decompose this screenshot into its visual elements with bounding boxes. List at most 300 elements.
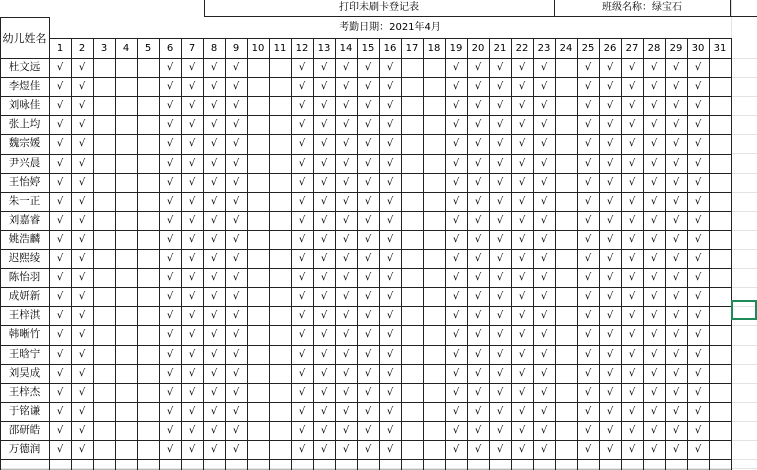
check-mark[interactable]: √ bbox=[518, 80, 526, 92]
check-mark[interactable]: √ bbox=[518, 328, 526, 340]
check-mark[interactable]: √ bbox=[672, 424, 680, 436]
check-mark[interactable]: √ bbox=[386, 367, 394, 379]
check-mark[interactable]: √ bbox=[56, 233, 64, 245]
check-mark[interactable]: √ bbox=[166, 99, 174, 111]
check-mark[interactable]: √ bbox=[56, 443, 64, 455]
check-mark[interactable]: √ bbox=[694, 195, 702, 207]
check-mark[interactable]: √ bbox=[474, 386, 482, 398]
check-mark[interactable]: √ bbox=[166, 443, 174, 455]
check-mark[interactable]: √ bbox=[540, 99, 548, 111]
check-mark[interactable]: √ bbox=[320, 443, 328, 455]
check-mark[interactable]: √ bbox=[210, 61, 218, 73]
check-mark[interactable]: √ bbox=[540, 214, 548, 226]
check-mark[interactable]: √ bbox=[56, 348, 64, 360]
check-mark[interactable]: √ bbox=[518, 424, 526, 436]
check-mark[interactable]: √ bbox=[298, 252, 306, 264]
check-mark[interactable]: √ bbox=[364, 348, 372, 360]
check-mark[interactable]: √ bbox=[672, 309, 680, 321]
child-name[interactable]: 刘嘉睿 bbox=[8, 214, 41, 227]
check-mark[interactable]: √ bbox=[496, 61, 504, 73]
check-mark[interactable]: √ bbox=[342, 348, 350, 360]
child-name[interactable]: 姚浩麟 bbox=[8, 233, 41, 246]
check-mark[interactable]: √ bbox=[452, 309, 460, 321]
check-mark[interactable]: √ bbox=[452, 195, 460, 207]
check-mark[interactable]: √ bbox=[650, 271, 658, 283]
check-mark[interactable]: √ bbox=[452, 443, 460, 455]
check-mark[interactable]: √ bbox=[386, 61, 394, 73]
check-mark[interactable]: √ bbox=[474, 176, 482, 188]
check-mark[interactable]: √ bbox=[78, 405, 86, 417]
check-mark[interactable]: √ bbox=[518, 214, 526, 226]
check-mark[interactable]: √ bbox=[210, 137, 218, 149]
check-mark[interactable]: √ bbox=[584, 61, 592, 73]
check-mark[interactable]: √ bbox=[78, 157, 86, 169]
check-mark[interactable]: √ bbox=[166, 233, 174, 245]
check-mark[interactable]: √ bbox=[364, 80, 372, 92]
check-mark[interactable]: √ bbox=[232, 290, 240, 302]
check-mark[interactable]: √ bbox=[188, 118, 196, 130]
check-mark[interactable]: √ bbox=[232, 157, 240, 169]
check-mark[interactable]: √ bbox=[320, 214, 328, 226]
check-mark[interactable]: √ bbox=[628, 80, 636, 92]
check-mark[interactable]: √ bbox=[694, 348, 702, 360]
check-mark[interactable]: √ bbox=[584, 80, 592, 92]
check-mark[interactable]: √ bbox=[474, 252, 482, 264]
check-mark[interactable]: √ bbox=[474, 214, 482, 226]
child-name[interactable]: 刘昊成 bbox=[8, 367, 41, 380]
check-mark[interactable]: √ bbox=[628, 157, 636, 169]
check-mark[interactable]: √ bbox=[584, 367, 592, 379]
check-mark[interactable]: √ bbox=[650, 309, 658, 321]
selected-cell[interactable] bbox=[731, 300, 757, 320]
check-mark[interactable]: √ bbox=[606, 61, 614, 73]
check-mark[interactable]: √ bbox=[232, 61, 240, 73]
check-mark[interactable]: √ bbox=[210, 309, 218, 321]
check-mark[interactable]: √ bbox=[210, 233, 218, 245]
check-mark[interactable]: √ bbox=[232, 80, 240, 92]
check-mark[interactable]: √ bbox=[166, 176, 174, 188]
check-mark[interactable]: √ bbox=[584, 443, 592, 455]
check-mark[interactable]: √ bbox=[232, 328, 240, 340]
check-mark[interactable]: √ bbox=[584, 386, 592, 398]
check-mark[interactable]: √ bbox=[232, 405, 240, 417]
check-mark[interactable]: √ bbox=[386, 195, 394, 207]
check-mark[interactable]: √ bbox=[474, 80, 482, 92]
check-mark[interactable]: √ bbox=[452, 271, 460, 283]
check-mark[interactable]: √ bbox=[496, 80, 504, 92]
check-mark[interactable]: √ bbox=[650, 290, 658, 302]
check-mark[interactable]: √ bbox=[650, 424, 658, 436]
check-mark[interactable]: √ bbox=[364, 157, 372, 169]
check-mark[interactable]: √ bbox=[364, 252, 372, 264]
check-mark[interactable]: √ bbox=[78, 386, 86, 398]
check-mark[interactable]: √ bbox=[320, 424, 328, 436]
check-mark[interactable]: √ bbox=[694, 80, 702, 92]
check-mark[interactable]: √ bbox=[694, 99, 702, 111]
check-mark[interactable]: √ bbox=[518, 137, 526, 149]
check-mark[interactable]: √ bbox=[56, 176, 64, 188]
check-mark[interactable]: √ bbox=[298, 386, 306, 398]
check-mark[interactable]: √ bbox=[78, 233, 86, 245]
check-mark[interactable]: √ bbox=[584, 157, 592, 169]
check-mark[interactable]: √ bbox=[364, 443, 372, 455]
check-mark[interactable]: √ bbox=[210, 405, 218, 417]
check-mark[interactable]: √ bbox=[232, 233, 240, 245]
child-name[interactable]: 韩晰竹 bbox=[8, 328, 41, 341]
check-mark[interactable]: √ bbox=[342, 367, 350, 379]
check-mark[interactable]: √ bbox=[232, 99, 240, 111]
check-mark[interactable]: √ bbox=[496, 176, 504, 188]
check-mark[interactable]: √ bbox=[386, 290, 394, 302]
check-mark[interactable]: √ bbox=[474, 233, 482, 245]
check-mark[interactable]: √ bbox=[78, 443, 86, 455]
check-mark[interactable]: √ bbox=[320, 348, 328, 360]
check-mark[interactable]: √ bbox=[342, 233, 350, 245]
check-mark[interactable]: √ bbox=[694, 367, 702, 379]
check-mark[interactable]: √ bbox=[78, 137, 86, 149]
check-mark[interactable]: √ bbox=[694, 233, 702, 245]
check-mark[interactable]: √ bbox=[78, 118, 86, 130]
check-mark[interactable]: √ bbox=[298, 328, 306, 340]
check-mark[interactable]: √ bbox=[210, 195, 218, 207]
child-name[interactable]: 李煜佳 bbox=[8, 80, 41, 93]
check-mark[interactable]: √ bbox=[650, 348, 658, 360]
check-mark[interactable]: √ bbox=[56, 252, 64, 264]
check-mark[interactable]: √ bbox=[518, 271, 526, 283]
check-mark[interactable]: √ bbox=[452, 367, 460, 379]
check-mark[interactable]: √ bbox=[342, 424, 350, 436]
check-mark[interactable]: √ bbox=[606, 137, 614, 149]
check-mark[interactable]: √ bbox=[474, 328, 482, 340]
check-mark[interactable]: √ bbox=[606, 367, 614, 379]
check-mark[interactable]: √ bbox=[386, 424, 394, 436]
check-mark[interactable]: √ bbox=[452, 118, 460, 130]
check-mark[interactable]: √ bbox=[672, 290, 680, 302]
check-mark[interactable]: √ bbox=[320, 328, 328, 340]
check-mark[interactable]: √ bbox=[694, 61, 702, 73]
check-mark[interactable]: √ bbox=[188, 328, 196, 340]
check-mark[interactable]: √ bbox=[496, 271, 504, 283]
check-mark[interactable]: √ bbox=[166, 348, 174, 360]
check-mark[interactable]: √ bbox=[166, 309, 174, 321]
check-mark[interactable]: √ bbox=[386, 328, 394, 340]
check-mark[interactable]: √ bbox=[518, 252, 526, 264]
check-mark[interactable]: √ bbox=[496, 386, 504, 398]
check-mark[interactable]: √ bbox=[452, 328, 460, 340]
check-mark[interactable]: √ bbox=[56, 309, 64, 321]
check-mark[interactable]: √ bbox=[56, 118, 64, 130]
check-mark[interactable]: √ bbox=[342, 309, 350, 321]
check-mark[interactable]: √ bbox=[540, 328, 548, 340]
check-mark[interactable]: √ bbox=[540, 118, 548, 130]
check-mark[interactable]: √ bbox=[232, 252, 240, 264]
check-mark[interactable]: √ bbox=[166, 328, 174, 340]
check-mark[interactable]: √ bbox=[606, 405, 614, 417]
check-mark[interactable]: √ bbox=[474, 137, 482, 149]
check-mark[interactable]: √ bbox=[540, 367, 548, 379]
check-mark[interactable]: √ bbox=[166, 367, 174, 379]
check-mark[interactable]: √ bbox=[342, 137, 350, 149]
check-mark[interactable]: √ bbox=[540, 443, 548, 455]
check-mark[interactable]: √ bbox=[518, 61, 526, 73]
child-name[interactable]: 刘咏佳 bbox=[8, 99, 41, 112]
check-mark[interactable]: √ bbox=[210, 252, 218, 264]
check-mark[interactable]: √ bbox=[298, 405, 306, 417]
check-mark[interactable]: √ bbox=[320, 386, 328, 398]
check-mark[interactable]: √ bbox=[650, 386, 658, 398]
check-mark[interactable]: √ bbox=[496, 290, 504, 302]
check-mark[interactable]: √ bbox=[342, 80, 350, 92]
check-mark[interactable]: √ bbox=[518, 99, 526, 111]
check-mark[interactable]: √ bbox=[342, 271, 350, 283]
check-mark[interactable]: √ bbox=[584, 99, 592, 111]
check-mark[interactable]: √ bbox=[628, 233, 636, 245]
check-mark[interactable]: √ bbox=[166, 80, 174, 92]
check-mark[interactable]: √ bbox=[672, 252, 680, 264]
check-mark[interactable]: √ bbox=[606, 233, 614, 245]
check-mark[interactable]: √ bbox=[650, 367, 658, 379]
check-mark[interactable]: √ bbox=[386, 118, 394, 130]
check-mark[interactable]: √ bbox=[540, 80, 548, 92]
check-mark[interactable]: √ bbox=[496, 214, 504, 226]
check-mark[interactable]: √ bbox=[188, 271, 196, 283]
check-mark[interactable]: √ bbox=[584, 233, 592, 245]
check-mark[interactable]: √ bbox=[298, 176, 306, 188]
check-mark[interactable]: √ bbox=[188, 424, 196, 436]
check-mark[interactable]: √ bbox=[628, 176, 636, 188]
check-mark[interactable]: √ bbox=[628, 424, 636, 436]
check-mark[interactable]: √ bbox=[518, 118, 526, 130]
check-mark[interactable]: √ bbox=[694, 328, 702, 340]
check-mark[interactable]: √ bbox=[232, 367, 240, 379]
check-mark[interactable]: √ bbox=[56, 61, 64, 73]
check-mark[interactable]: √ bbox=[540, 348, 548, 360]
check-mark[interactable]: √ bbox=[188, 80, 196, 92]
check-mark[interactable]: √ bbox=[232, 424, 240, 436]
check-mark[interactable]: √ bbox=[496, 99, 504, 111]
child-name[interactable]: 王梓杰 bbox=[8, 386, 41, 399]
check-mark[interactable]: √ bbox=[452, 424, 460, 436]
check-mark[interactable]: √ bbox=[210, 271, 218, 283]
child-name[interactable]: 王晗宁 bbox=[8, 348, 41, 361]
check-mark[interactable]: √ bbox=[78, 290, 86, 302]
check-mark[interactable]: √ bbox=[452, 176, 460, 188]
check-mark[interactable]: √ bbox=[496, 157, 504, 169]
check-mark[interactable]: √ bbox=[232, 214, 240, 226]
check-mark[interactable]: √ bbox=[628, 252, 636, 264]
check-mark[interactable]: √ bbox=[540, 195, 548, 207]
check-mark[interactable]: √ bbox=[584, 118, 592, 130]
check-mark[interactable]: √ bbox=[650, 195, 658, 207]
check-mark[interactable]: √ bbox=[606, 348, 614, 360]
check-mark[interactable]: √ bbox=[672, 80, 680, 92]
check-mark[interactable]: √ bbox=[364, 137, 372, 149]
check-mark[interactable]: √ bbox=[474, 195, 482, 207]
check-mark[interactable]: √ bbox=[452, 405, 460, 417]
check-mark[interactable]: √ bbox=[650, 99, 658, 111]
check-mark[interactable]: √ bbox=[474, 309, 482, 321]
check-mark[interactable]: √ bbox=[540, 157, 548, 169]
check-mark[interactable]: √ bbox=[210, 290, 218, 302]
check-mark[interactable]: √ bbox=[584, 214, 592, 226]
check-mark[interactable]: √ bbox=[342, 328, 350, 340]
check-mark[interactable]: √ bbox=[672, 348, 680, 360]
check-mark[interactable]: √ bbox=[650, 405, 658, 417]
check-mark[interactable]: √ bbox=[474, 99, 482, 111]
check-mark[interactable]: √ bbox=[518, 386, 526, 398]
check-mark[interactable]: √ bbox=[320, 252, 328, 264]
check-mark[interactable]: √ bbox=[320, 157, 328, 169]
check-mark[interactable]: √ bbox=[210, 80, 218, 92]
check-mark[interactable]: √ bbox=[166, 137, 174, 149]
check-mark[interactable]: √ bbox=[342, 61, 350, 73]
check-mark[interactable]: √ bbox=[56, 328, 64, 340]
check-mark[interactable]: √ bbox=[386, 137, 394, 149]
check-mark[interactable]: √ bbox=[210, 99, 218, 111]
check-mark[interactable]: √ bbox=[386, 214, 394, 226]
check-mark[interactable]: √ bbox=[606, 157, 614, 169]
check-mark[interactable]: √ bbox=[166, 118, 174, 130]
check-mark[interactable]: √ bbox=[496, 424, 504, 436]
check-mark[interactable]: √ bbox=[496, 328, 504, 340]
check-mark[interactable]: √ bbox=[540, 176, 548, 188]
check-mark[interactable]: √ bbox=[628, 137, 636, 149]
check-mark[interactable]: √ bbox=[210, 386, 218, 398]
check-mark[interactable]: √ bbox=[672, 118, 680, 130]
check-mark[interactable]: √ bbox=[364, 99, 372, 111]
check-mark[interactable]: √ bbox=[606, 309, 614, 321]
child-name[interactable]: 王怡婷 bbox=[8, 176, 41, 189]
check-mark[interactable]: √ bbox=[452, 157, 460, 169]
check-mark[interactable]: √ bbox=[584, 309, 592, 321]
check-mark[interactable]: √ bbox=[540, 233, 548, 245]
check-mark[interactable]: √ bbox=[210, 348, 218, 360]
check-mark[interactable]: √ bbox=[342, 252, 350, 264]
check-mark[interactable]: √ bbox=[474, 424, 482, 436]
check-mark[interactable]: √ bbox=[452, 137, 460, 149]
check-mark[interactable]: √ bbox=[342, 176, 350, 188]
check-mark[interactable]: √ bbox=[386, 348, 394, 360]
check-mark[interactable]: √ bbox=[78, 367, 86, 379]
check-mark[interactable]: √ bbox=[232, 348, 240, 360]
check-mark[interactable]: √ bbox=[364, 271, 372, 283]
check-mark[interactable]: √ bbox=[518, 367, 526, 379]
check-mark[interactable]: √ bbox=[342, 118, 350, 130]
check-mark[interactable]: √ bbox=[386, 271, 394, 283]
check-mark[interactable]: √ bbox=[56, 137, 64, 149]
check-mark[interactable]: √ bbox=[474, 348, 482, 360]
check-mark[interactable]: √ bbox=[320, 118, 328, 130]
check-mark[interactable]: √ bbox=[342, 386, 350, 398]
check-mark[interactable]: √ bbox=[650, 214, 658, 226]
check-mark[interactable]: √ bbox=[298, 214, 306, 226]
check-mark[interactable]: √ bbox=[188, 443, 196, 455]
check-mark[interactable]: √ bbox=[628, 367, 636, 379]
check-mark[interactable]: √ bbox=[496, 233, 504, 245]
check-mark[interactable]: √ bbox=[78, 424, 86, 436]
check-mark[interactable]: √ bbox=[452, 290, 460, 302]
check-mark[interactable]: √ bbox=[188, 290, 196, 302]
check-mark[interactable]: √ bbox=[694, 271, 702, 283]
check-mark[interactable]: √ bbox=[452, 61, 460, 73]
check-mark[interactable]: √ bbox=[78, 80, 86, 92]
check-mark[interactable]: √ bbox=[232, 386, 240, 398]
check-mark[interactable]: √ bbox=[628, 290, 636, 302]
check-mark[interactable]: √ bbox=[650, 252, 658, 264]
check-mark[interactable]: √ bbox=[298, 80, 306, 92]
child-name[interactable]: 尹兴晨 bbox=[8, 157, 41, 170]
check-mark[interactable]: √ bbox=[518, 309, 526, 321]
check-mark[interactable]: √ bbox=[166, 405, 174, 417]
check-mark[interactable]: √ bbox=[540, 424, 548, 436]
check-mark[interactable]: √ bbox=[166, 214, 174, 226]
check-mark[interactable]: √ bbox=[518, 405, 526, 417]
child-name[interactable]: 魏宗媛 bbox=[8, 137, 41, 150]
check-mark[interactable]: √ bbox=[474, 367, 482, 379]
check-mark[interactable]: √ bbox=[188, 157, 196, 169]
check-mark[interactable]: √ bbox=[694, 157, 702, 169]
check-mark[interactable]: √ bbox=[628, 214, 636, 226]
check-mark[interactable]: √ bbox=[56, 99, 64, 111]
check-mark[interactable]: √ bbox=[342, 157, 350, 169]
check-mark[interactable]: √ bbox=[496, 252, 504, 264]
check-mark[interactable]: √ bbox=[298, 118, 306, 130]
check-mark[interactable]: √ bbox=[496, 443, 504, 455]
check-mark[interactable]: √ bbox=[694, 137, 702, 149]
check-mark[interactable]: √ bbox=[298, 99, 306, 111]
check-mark[interactable]: √ bbox=[672, 99, 680, 111]
check-mark[interactable]: √ bbox=[650, 233, 658, 245]
check-mark[interactable]: √ bbox=[672, 367, 680, 379]
check-mark[interactable]: √ bbox=[672, 157, 680, 169]
check-mark[interactable]: √ bbox=[518, 290, 526, 302]
check-mark[interactable]: √ bbox=[518, 443, 526, 455]
child-name[interactable]: 陈怡羽 bbox=[8, 271, 41, 284]
check-mark[interactable]: √ bbox=[584, 424, 592, 436]
check-mark[interactable]: √ bbox=[540, 405, 548, 417]
check-mark[interactable]: √ bbox=[342, 195, 350, 207]
check-mark[interactable]: √ bbox=[78, 99, 86, 111]
check-mark[interactable]: √ bbox=[452, 252, 460, 264]
check-mark[interactable]: √ bbox=[364, 405, 372, 417]
check-mark[interactable]: √ bbox=[78, 214, 86, 226]
check-mark[interactable]: √ bbox=[320, 367, 328, 379]
check-mark[interactable]: √ bbox=[540, 61, 548, 73]
check-mark[interactable]: √ bbox=[628, 386, 636, 398]
check-mark[interactable]: √ bbox=[694, 214, 702, 226]
check-mark[interactable]: √ bbox=[56, 405, 64, 417]
check-mark[interactable]: √ bbox=[496, 195, 504, 207]
check-mark[interactable]: √ bbox=[210, 424, 218, 436]
check-mark[interactable]: √ bbox=[650, 176, 658, 188]
check-mark[interactable]: √ bbox=[232, 309, 240, 321]
check-mark[interactable]: √ bbox=[320, 176, 328, 188]
check-mark[interactable]: √ bbox=[628, 118, 636, 130]
check-mark[interactable]: √ bbox=[386, 176, 394, 188]
check-mark[interactable]: √ bbox=[320, 309, 328, 321]
check-mark[interactable]: √ bbox=[452, 233, 460, 245]
check-mark[interactable]: √ bbox=[628, 99, 636, 111]
child-name[interactable]: 迟熙绫 bbox=[8, 252, 41, 265]
check-mark[interactable]: √ bbox=[540, 252, 548, 264]
check-mark[interactable]: √ bbox=[584, 137, 592, 149]
child-name[interactable]: 杜文远 bbox=[8, 61, 41, 74]
check-mark[interactable]: √ bbox=[518, 176, 526, 188]
check-mark[interactable]: √ bbox=[78, 328, 86, 340]
check-mark[interactable]: √ bbox=[584, 271, 592, 283]
child-name[interactable]: 张上均 bbox=[8, 118, 41, 131]
check-mark[interactable]: √ bbox=[518, 233, 526, 245]
